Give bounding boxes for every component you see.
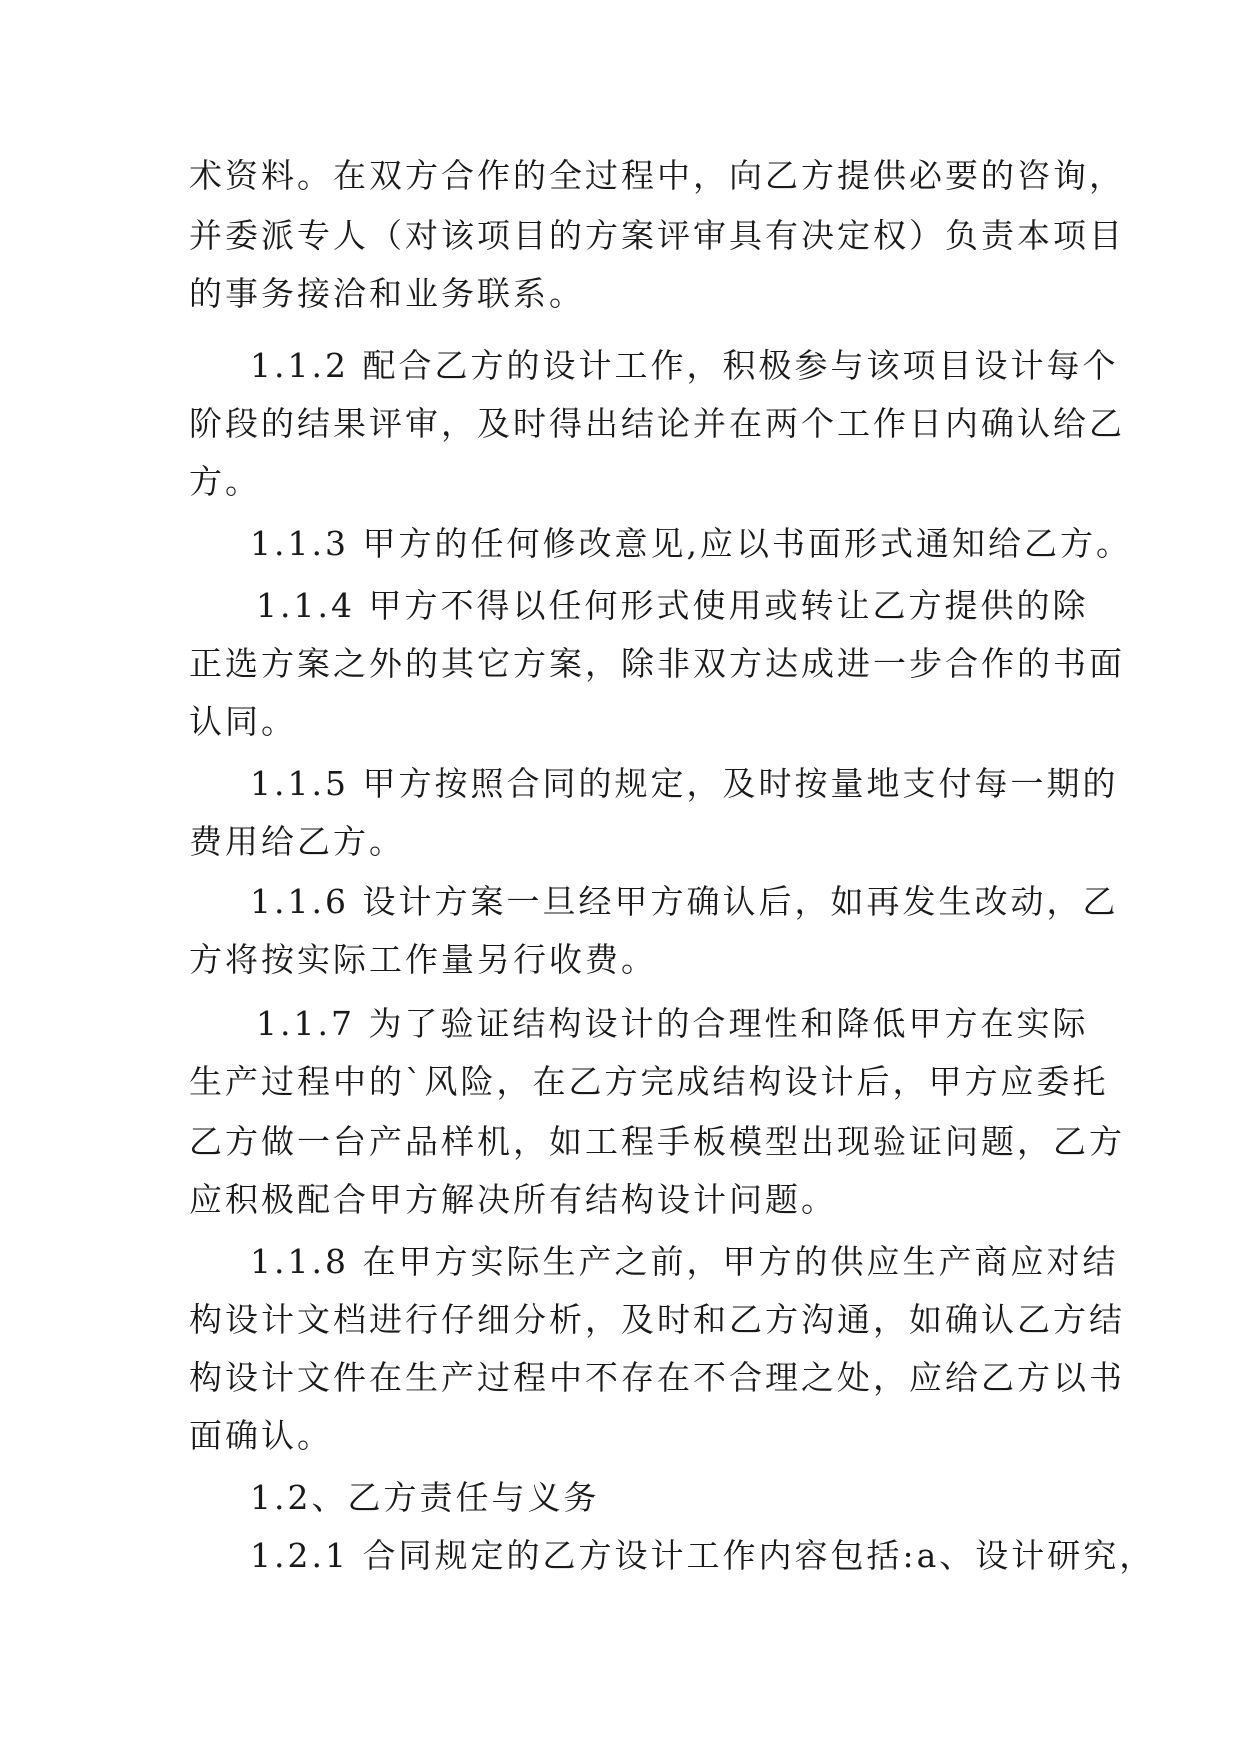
- text-line: 术资料。在双方合作的全过程中，向乙方提供必要的咨询，: [189, 156, 1125, 195]
- text-line: 阶段的结果评审，及时得出结论并在两个工作日内确认给乙: [189, 404, 1125, 443]
- text-line: 1.1.5 甲方按照合同的规定，及时按量地支付每一期的: [250, 764, 1119, 803]
- text-line: 的事务接洽和业务联系。: [189, 274, 585, 313]
- text-line: 认同。: [189, 702, 297, 741]
- text-line: 乙方做一台产品样机，如工程手板模型出现验证问题，乙方: [189, 1122, 1125, 1161]
- text-line: 构设计文档进行仔细分析，及时和乙方沟通，如确认乙方结: [189, 1300, 1125, 1339]
- text-line: 1.1.8 在甲方实际生产之前，甲方的供应生产商应对结: [250, 1242, 1119, 1281]
- text-line: 生产过程中的`风险，在乙方完成结构设计后，甲方应委托: [189, 1062, 1109, 1101]
- text-line: 应积极配合甲方解决所有结构设计问题。: [189, 1180, 837, 1219]
- text-line: 1.1.2 配合乙方的设计工作，积极参与该项目设计每个: [250, 346, 1119, 385]
- text-line: 并委派专人（对该项目的方案评审具有决定权）负责本项目: [189, 216, 1125, 255]
- text-line: 1.1.3 甲方的任何修改意见,应以书面形式通知给乙方。: [250, 524, 1132, 563]
- text-line: 构设计文件在生产过程中不存在不合理之处，应给乙方以书: [189, 1358, 1125, 1397]
- text-line: 1.1.6 设计方案一旦经甲方确认后，如再发生改动，乙: [250, 882, 1119, 921]
- text-line: 费用给乙方。: [189, 822, 405, 861]
- text-line: 1.2.1 合同规定的乙方设计工作内容包括:a、设计研究，: [250, 1536, 1156, 1575]
- text-line: 1.1.7 为了验证结构设计的合理性和降低甲方在实际: [256, 1004, 1089, 1043]
- text-line: 方将按实际工作量另行收费。: [189, 940, 657, 979]
- text-line: 方。: [189, 462, 261, 501]
- text-line: 1.1.4 甲方不得以任何形式使用或转让乙方提供的除: [256, 586, 1089, 625]
- text-line: 正选方案之外的其它方案，除非双方达成进一步合作的书面: [189, 644, 1125, 683]
- section-heading: 1.2、乙方责任与义务: [250, 1478, 600, 1517]
- text-line: 面确认。: [189, 1416, 333, 1455]
